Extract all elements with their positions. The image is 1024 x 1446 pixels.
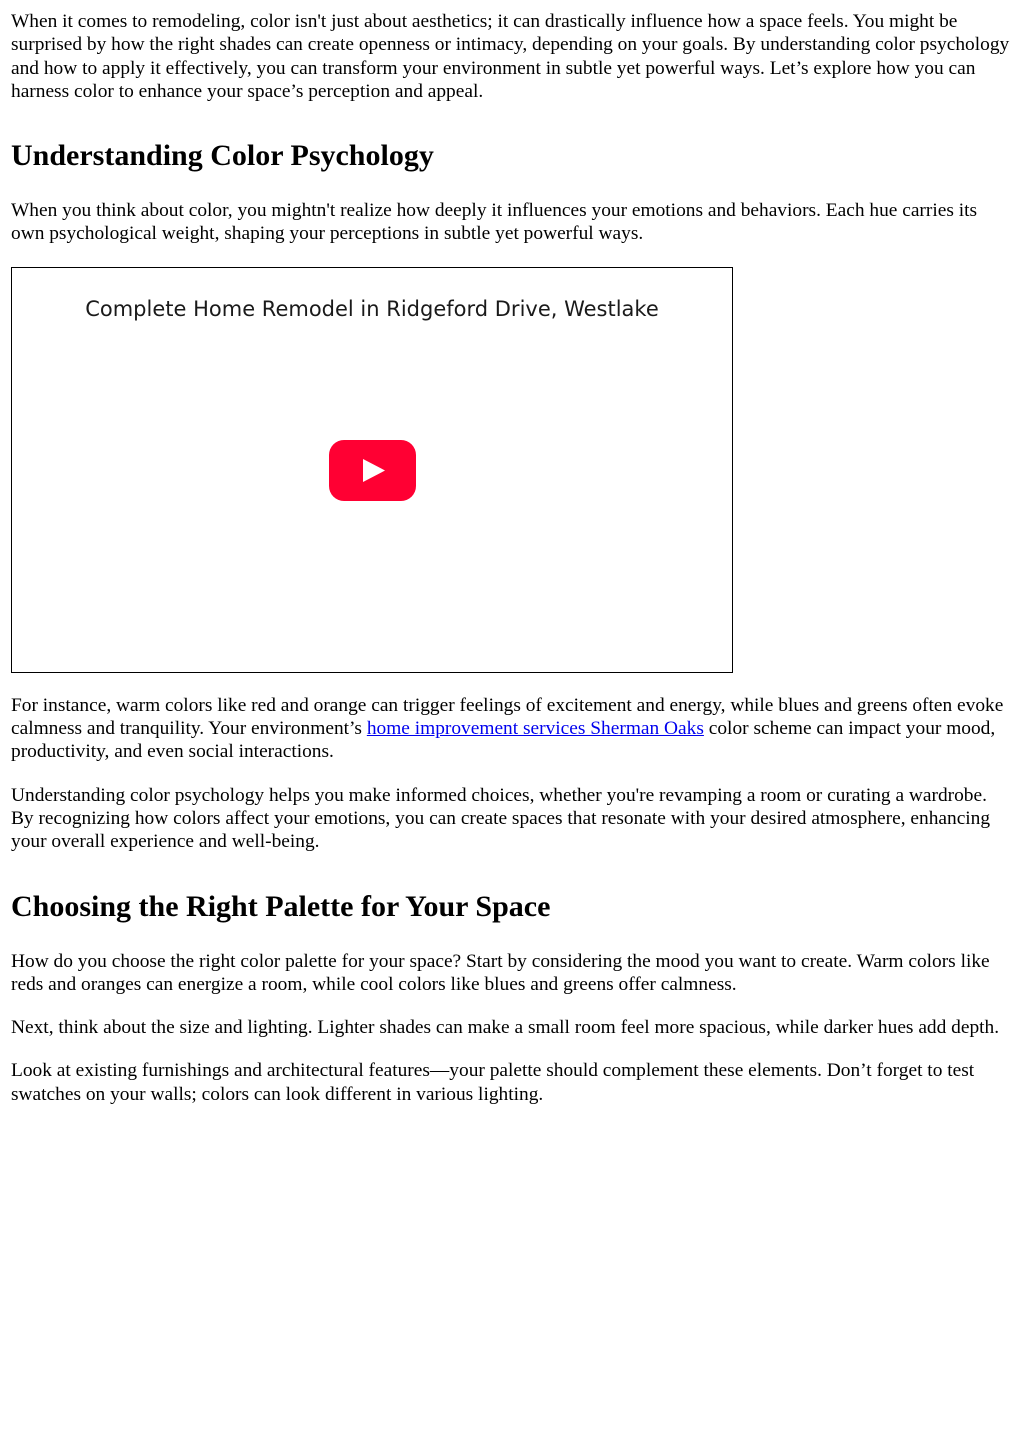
youtube-play-icon[interactable] [329, 440, 416, 501]
embedded-video[interactable] [11, 267, 733, 673]
paragraph-informed-choices: Understanding color psychology helps you make informed choices, whether you're revamping a room or curating a wardrobe. By recognizing how colors affect your emotions, you can create spaces that resonate with your desired atmosphere, enhancing your overall experience and well-being. [11, 784, 991, 853]
paragraph-furnishings: Look at existing furnishings and architectural features—your palette should complement these elements. Don’t forget to test swatches on your walls; colors can look different in various lighting. [11, 1060, 975, 1105]
paragraph-color-influence: When you think about color, you mightn't realize how deeply it influences your emotions and behaviors. Each hue carries its own psychological weight, shaping your perceptions in subtle yet powerful ways. [11, 200, 978, 245]
paragraph-choose-palette: How do you choose the right color palette for your space? Start by considering the mood you want to create. Warm colors like reds and oranges can energize a room, while cool colors like blues and greens offer calmness. [11, 950, 990, 995]
paragraph-text-before-link: For instance, warm colors like red and orange can trigger feelings of excitement and energy, while blues and greens often evoke calmness and tranquility. Your environment’s [11, 694, 1004, 740]
video-title[interactable]: Complete Home Remodel in Ridgeford Drive, Westlake [85, 296, 659, 321]
play-triangle-icon [329, 440, 416, 501]
intro-paragraph: When it comes to remodeling, color isn't just about aesthetics; it can drastically influence how a space feels. You might be surprised by how the right shades can create openness or intimacy, depending on your goals. By understanding color psychology and how to apply it effectively, you can transform your environment in subtle yet powerful ways. Let’s explore how you can harness color to enhance your space’s perception and appeal. [11, 11, 1010, 102]
heading-understanding-color-psychology: Understanding Color Psychology [11, 139, 434, 173]
home-improvement-link[interactable]: home improvement services Sherman Oaks [366, 718, 704, 740]
paragraph-warm-colors [11, 694, 1013, 764]
paragraph-text-after-link: color scheme can impact your mood, productivity, and even social interactions. [11, 718, 996, 763]
heading-choosing-palette: Choosing the Right Palette for Your Space [11, 889, 551, 923]
paragraph-size-lighting: Next, think about the size and lighting. Lighter shades can make a small room feel more spacious, while darker hues add depth. [11, 1017, 1000, 1039]
